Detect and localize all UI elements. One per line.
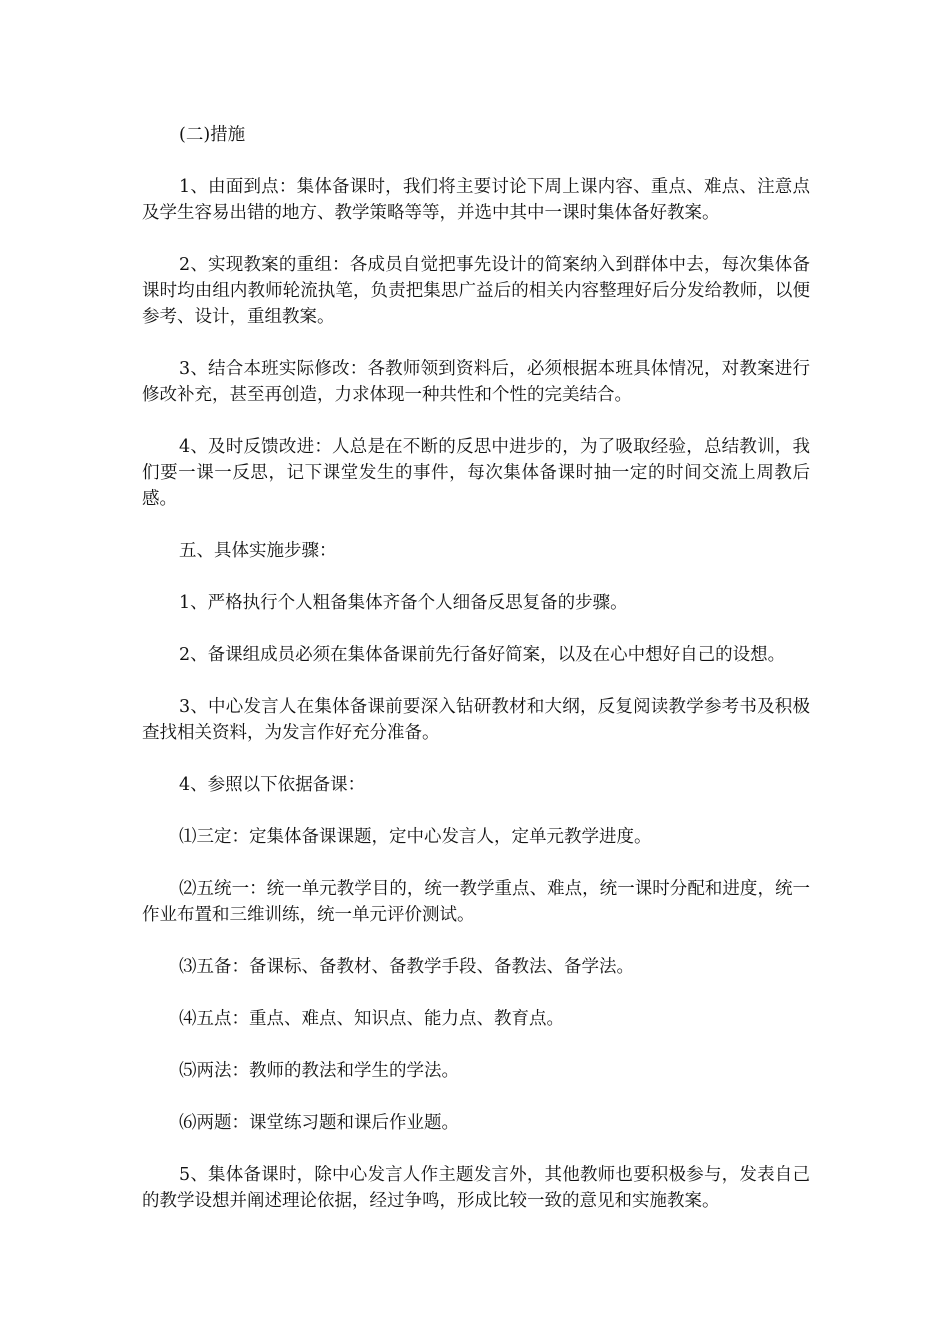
step-paragraph-1: 1、严格执行个人粗备集体齐备个人细备反思复备的步骤。: [179, 593, 628, 613]
measure-paragraph-1: 1、由面到点：集体备课时，我们将主要讨论下周上课内容、重点、难点、注意点及学生容易出错的地方、教学策略等等，并选中其中一课时集体备好教案。: [142, 177, 810, 223]
section-heading-measures: (二)措施: [179, 125, 246, 145]
document-body: [142, 122, 810, 1240]
section-heading-steps: 五、具体实施步骤：: [179, 541, 337, 561]
measure-paragraph-2: 2、实现教案的重组：各成员自觉把事先设计的简案纳入到群体中去，每次集体备课时均由组内教师轮流执笔，负责把集思广益后的相关内容整理好后分发给教师，以便参考、设计，重组教案。: [142, 255, 810, 327]
list-item-6: ⑹两题：课堂练习题和课后作业题。: [179, 1113, 459, 1133]
list-item-5: ⑸两法：教师的教法和学生的学法。: [179, 1061, 459, 1081]
list-item-1: ⑴三定：定集体备课课题，定中心发言人，定单元教学进度。: [179, 827, 652, 847]
step-paragraph-3: 3、中心发言人在集体备课前要深入钻研教材和大纲，反复阅读教学参考书及积极查找相关资料，为发言作好充分准备。: [142, 697, 810, 743]
list-item-4: ⑷五点：重点、难点、知识点、能力点、教育点。: [179, 1009, 564, 1029]
list-item-3: ⑶五备：备课标、备教材、备教学手段、备教法、备学法。: [179, 957, 634, 977]
step-paragraph-2: 2、备课组成员必须在集体备课前先行备好简案，以及在心中想好自己的设想。: [179, 645, 786, 665]
measure-paragraph-3: 3、结合本班实际修改：各教师领到资料后，必须根据本班具体情况，对教案进行修改补充，甚至再创造，力求体现一种共性和个性的完美结合。: [142, 359, 810, 405]
step-paragraph-5: 5、集体备课时，除中心发言人作主题发言外，其他教师也要积极参与，发表自己的教学设想并阐述理论依据，经过争鸣，形成比较一致的意见和实施教案。: [142, 1165, 810, 1211]
list-item-2: ⑵五统一：统一单元教学目的，统一教学重点、难点，统一课时分配和进度，统一作业布置和三维训练，统一单元评价测试。: [142, 879, 810, 925]
measure-paragraph-4: 4、及时反馈改进：人总是在不断的反思中进步的，为了吸取经验，总结教训，我们要一课一反思，记下课堂发生的事件，每次集体备课时抽一定的时间交流上周教后感。: [142, 437, 810, 509]
step-paragraph-4: 4、参照以下依据备课：: [179, 775, 366, 795]
